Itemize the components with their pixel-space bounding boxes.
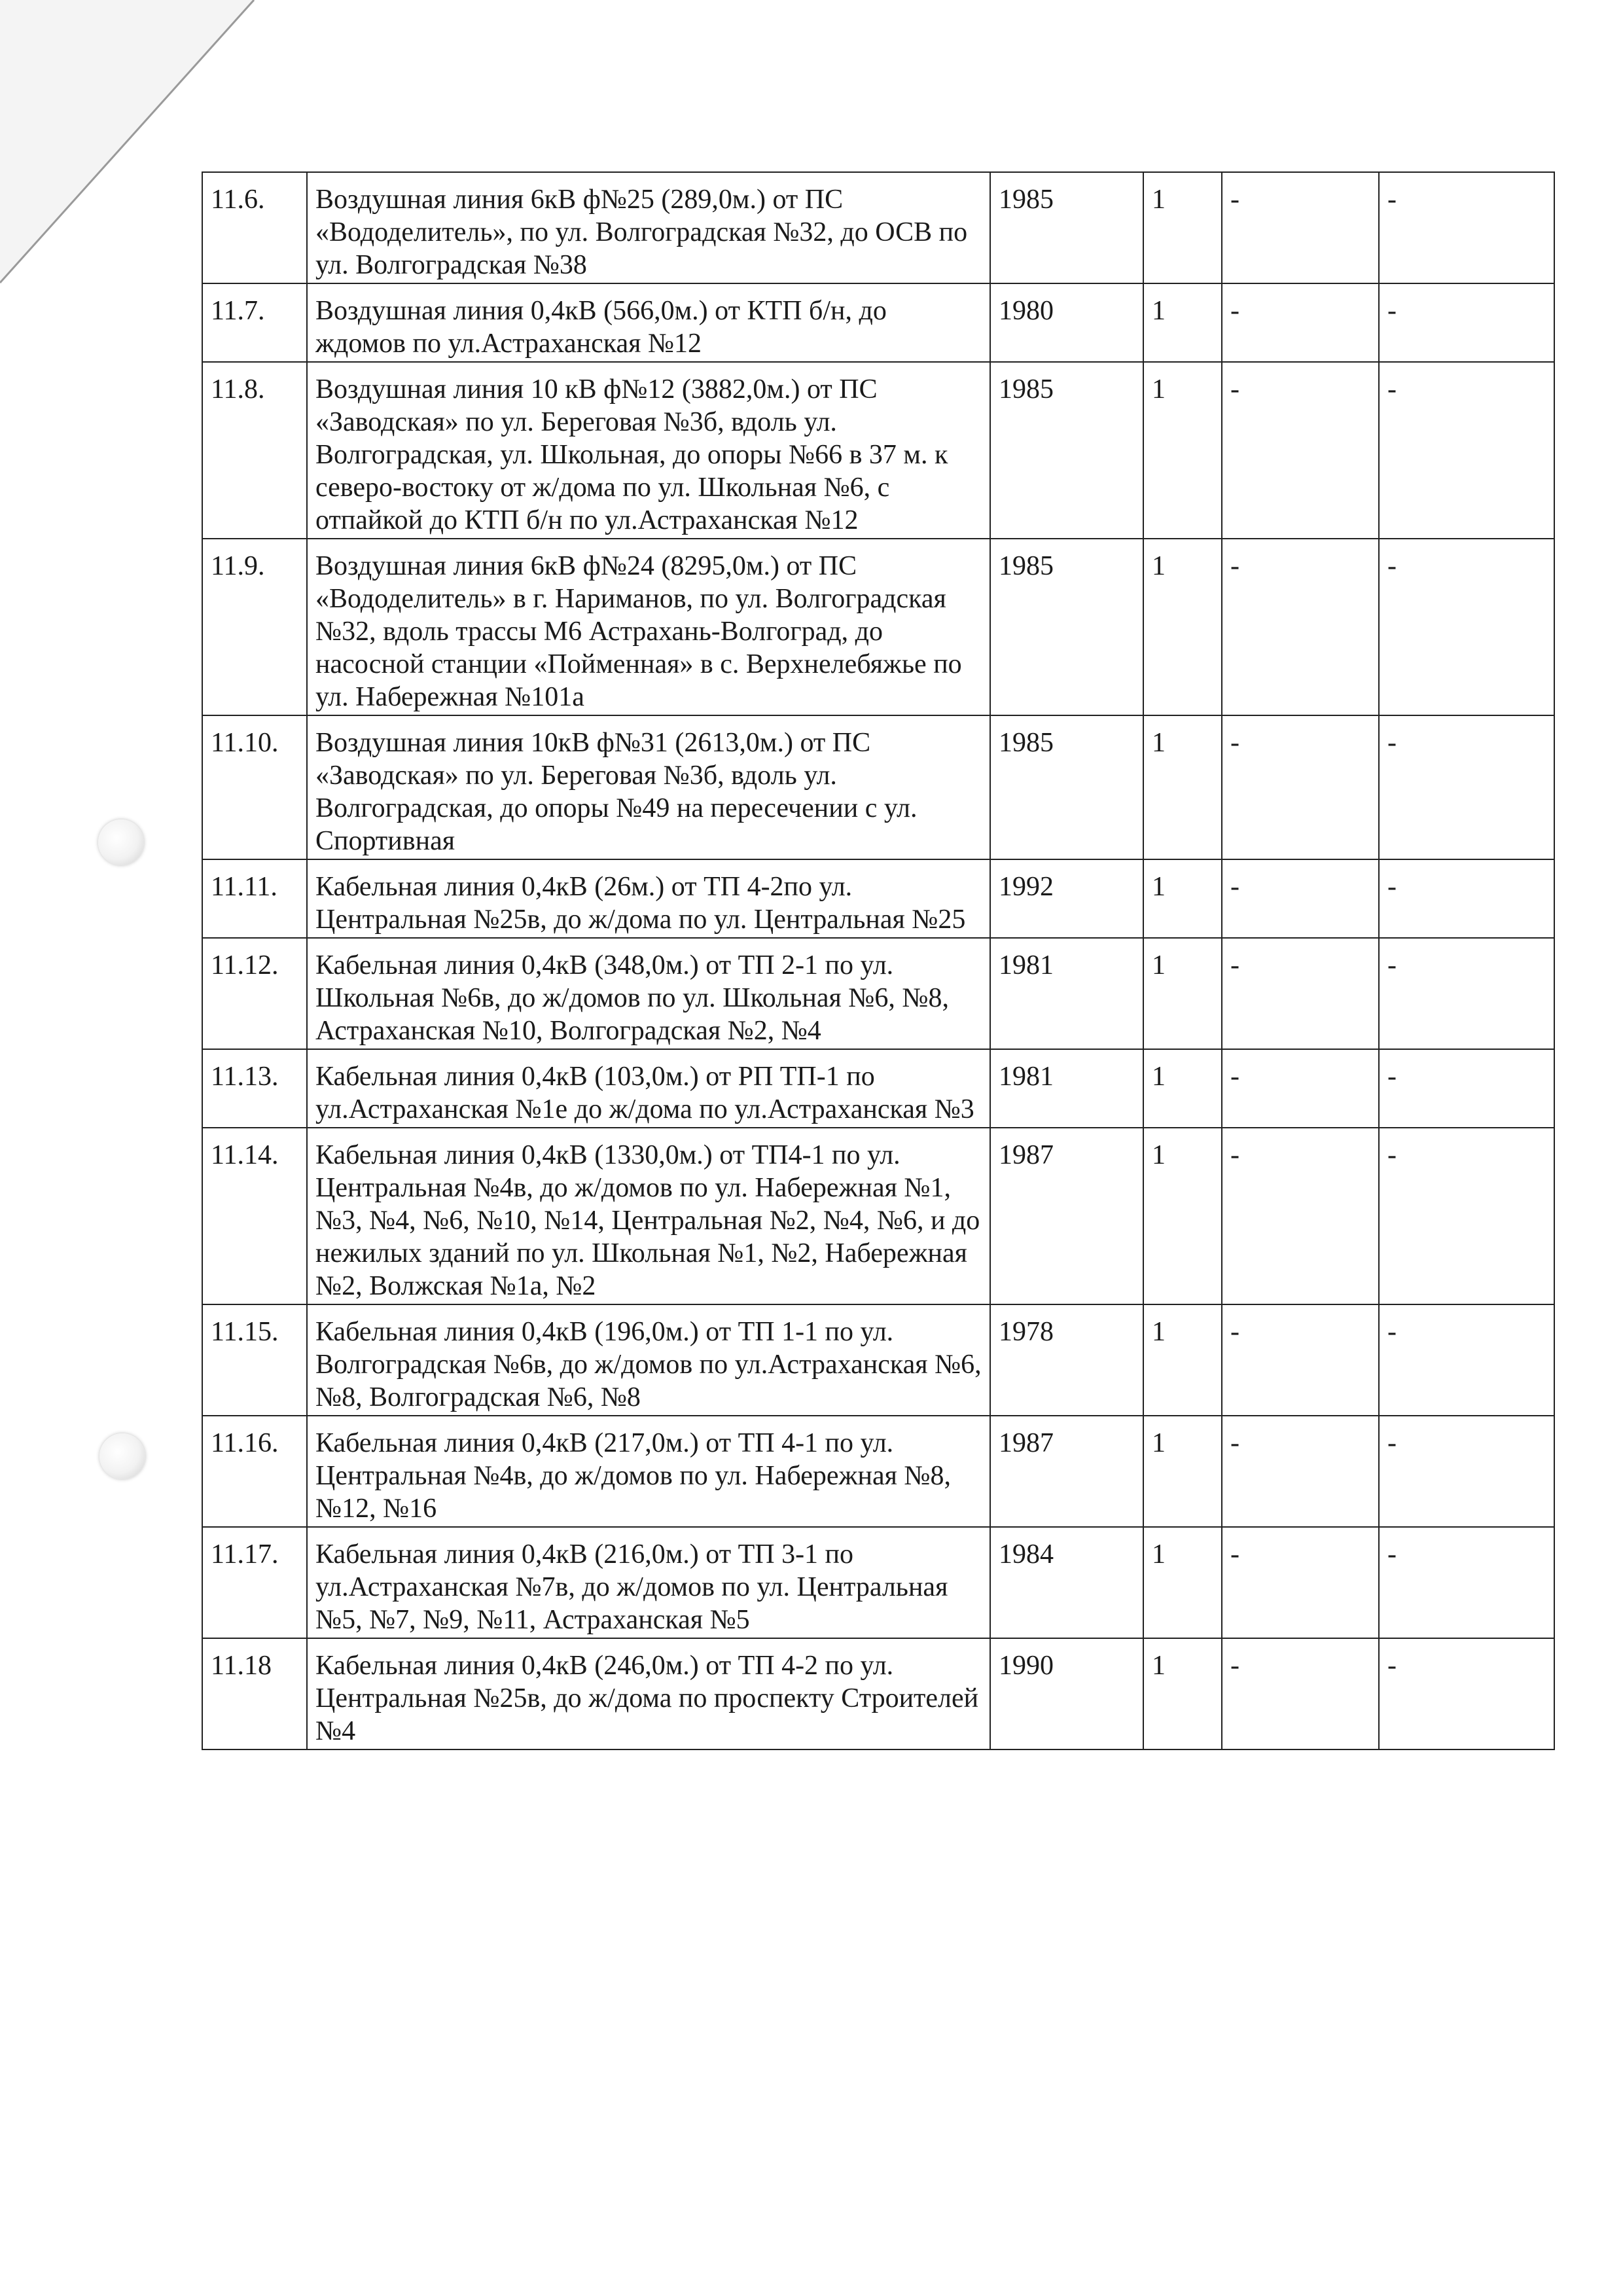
row-col6: - <box>1379 1527 1554 1638</box>
row-col6: - <box>1379 1638 1554 1749</box>
row-description: Кабельная линия 0,4кВ (216,0м.) от ТП 3-1 по ул.Астраханская №7в, до ж/домов по ул. Центральная №5, №7, №9, №11, Астраханская №5 <box>307 1527 990 1638</box>
row-number: 11.8. <box>202 362 307 539</box>
row-col6: - <box>1379 715 1554 859</box>
row-col6: - <box>1379 172 1554 283</box>
row-description: Кабельная линия 0,4кВ (1330,0м.) от ТП4-1 по ул. Центральная №4в, до ж/домов по ул. Набережная №1, №3, №4, №6, №10, №14, Центральная №2, №4, №6, и до нежилых зданий по ул. Школьная №1, №2, Набережная №2, Волжская №1а, №2 <box>307 1128 990 1304</box>
row-description: Воздушная линия 6кВ ф№24 (8295,0м.) от ПС «Вододелитель» в г. Нариманов, по ул. Волгоградская №32, вдоль трассы М6 Астрахань-Волгоград, до насосной станции «Пойменная» в с. Верхнелебяжье по ул. Набережная №101а <box>307 539 990 715</box>
table-row <box>202 1527 1554 1638</box>
table-row <box>202 715 1554 859</box>
row-number: 11.13. <box>202 1049 307 1128</box>
row-col5: - <box>1222 539 1379 715</box>
row-col5: - <box>1222 172 1379 283</box>
row-quantity: 1 <box>1143 938 1222 1049</box>
row-year: 1985 <box>990 362 1143 539</box>
row-number: 11.14. <box>202 1128 307 1304</box>
row-year: 1984 <box>990 1527 1143 1638</box>
row-col6: - <box>1379 1049 1554 1128</box>
row-col5: - <box>1222 715 1379 859</box>
table-row <box>202 859 1554 938</box>
row-description: Воздушная линия 10 кВ ф№12 (3882,0м.) от ПС «Заводская» по ул. Береговая №3б, вдоль ул. Волгоградская, ул. Школьная, до опоры №66 в 37 м. к северо-востоку от ж/дома по ул. Школьная №6, с отпайкой до КТП б/н по ул.Астраханская №12 <box>307 362 990 539</box>
row-col6: - <box>1379 1304 1554 1416</box>
row-number: 11.7. <box>202 283 307 362</box>
row-number: 11.6. <box>202 172 307 283</box>
row-year: 1987 <box>990 1416 1143 1527</box>
row-quantity: 1 <box>1143 1049 1222 1128</box>
row-quantity: 1 <box>1143 283 1222 362</box>
table-row <box>202 539 1554 715</box>
row-col5: - <box>1222 938 1379 1049</box>
row-col5: - <box>1222 1416 1379 1527</box>
row-col6: - <box>1379 1416 1554 1527</box>
row-col5: - <box>1222 859 1379 938</box>
row-col5: - <box>1222 1304 1379 1416</box>
row-quantity: 1 <box>1143 1638 1222 1749</box>
row-quantity: 1 <box>1143 859 1222 938</box>
row-year: 1980 <box>990 283 1143 362</box>
row-number: 11.17. <box>202 1527 307 1638</box>
table-row <box>202 362 1554 539</box>
row-number: 11.10. <box>202 715 307 859</box>
row-description: Кабельная линия 0,4кВ (348,0м.) от ТП 2-1 по ул. Школьная №6в, до ж/домов по ул. Школьная №6, №8, Астраханская №10, Волгоградская №2, №4 <box>307 938 990 1049</box>
row-year: 1985 <box>990 172 1143 283</box>
row-col6: - <box>1379 1128 1554 1304</box>
row-number: 11.9. <box>202 539 307 715</box>
table-row <box>202 1128 1554 1304</box>
row-quantity: 1 <box>1143 172 1222 283</box>
table-row <box>202 172 1554 283</box>
table-row <box>202 283 1554 362</box>
row-year: 1985 <box>990 715 1143 859</box>
table-row <box>202 1049 1554 1128</box>
row-col6: - <box>1379 938 1554 1049</box>
row-number: 11.11. <box>202 859 307 938</box>
row-col6: - <box>1379 362 1554 539</box>
row-description: Воздушная линия 10кВ ф№31 (2613,0м.) от ПС «Заводская» по ул. Береговая №3б, вдоль ул. Волгоградская, до опоры №49 на пересечении с ул. Спортивная <box>307 715 990 859</box>
row-year: 1987 <box>990 1128 1143 1304</box>
row-year: 1992 <box>990 859 1143 938</box>
row-col5: - <box>1222 1638 1379 1749</box>
row-quantity: 1 <box>1143 715 1222 859</box>
row-number: 11.12. <box>202 938 307 1049</box>
row-quantity: 1 <box>1143 1527 1222 1638</box>
row-quantity: 1 <box>1143 362 1222 539</box>
row-year: 1981 <box>990 938 1143 1049</box>
row-quantity: 1 <box>1143 1304 1222 1416</box>
row-col5: - <box>1222 283 1379 362</box>
row-col6: - <box>1379 859 1554 938</box>
row-col5: - <box>1222 1049 1379 1128</box>
registry-table-body <box>202 172 1554 1749</box>
row-quantity: 1 <box>1143 539 1222 715</box>
row-description: Кабельная линия 0,4кВ (217,0м.) от ТП 4-1 по ул. Центральная №4в, до ж/домов по ул. Набережная №8, №12, №16 <box>307 1416 990 1527</box>
row-year: 1981 <box>990 1049 1143 1128</box>
row-description: Воздушная линия 6кВ ф№25 (289,0м.) от ПС «Вододелитель», по ул. Волгоградская №32, до ОСВ по ул. Волгоградская №38 <box>307 172 990 283</box>
row-col6: - <box>1379 539 1554 715</box>
row-quantity: 1 <box>1143 1128 1222 1304</box>
punch-hole-top <box>98 819 144 865</box>
row-number: 11.15. <box>202 1304 307 1416</box>
table-row <box>202 938 1554 1049</box>
table-row <box>202 1638 1554 1749</box>
row-col5: - <box>1222 1527 1379 1638</box>
row-col5: - <box>1222 362 1379 539</box>
row-description: Кабельная линия 0,4кВ (103,0м.) от РП ТП-1 по ул.Астраханская №1е до ж/дома по ул.Астраханская №3 <box>307 1049 990 1128</box>
table-row <box>202 1304 1554 1416</box>
row-year: 1990 <box>990 1638 1143 1749</box>
row-year: 1978 <box>990 1304 1143 1416</box>
row-description: Кабельная линия 0,4кВ (196,0м.) от ТП 1-1 по ул. Волгоградская №6в, до ж/домов по ул.Астраханская №6, №8, Волгоградская №6, №8 <box>307 1304 990 1416</box>
row-number: 11.18 <box>202 1638 307 1749</box>
row-description: Кабельная линия 0,4кВ (246,0м.) от ТП 4-2 по ул. Центральная №25в, до ж/дома по проспекту Строителей №4 <box>307 1638 990 1749</box>
table-row <box>202 1416 1554 1527</box>
row-quantity: 1 <box>1143 1416 1222 1527</box>
row-col6: - <box>1379 283 1554 362</box>
punch-hole-bottom <box>99 1433 145 1479</box>
row-year: 1985 <box>990 539 1143 715</box>
row-description: Кабельная линия 0,4кВ (26м.) от ТП 4-2по ул. Центральная №25в, до ж/дома по ул. Центральная №25 <box>307 859 990 938</box>
row-number: 11.16. <box>202 1416 307 1527</box>
row-col5: - <box>1222 1128 1379 1304</box>
row-description: Воздушная линия 0,4кВ (566,0м.) от КТП б/н, до ждомов по ул.Астраханская №12 <box>307 283 990 362</box>
registry-table <box>202 171 1555 1750</box>
